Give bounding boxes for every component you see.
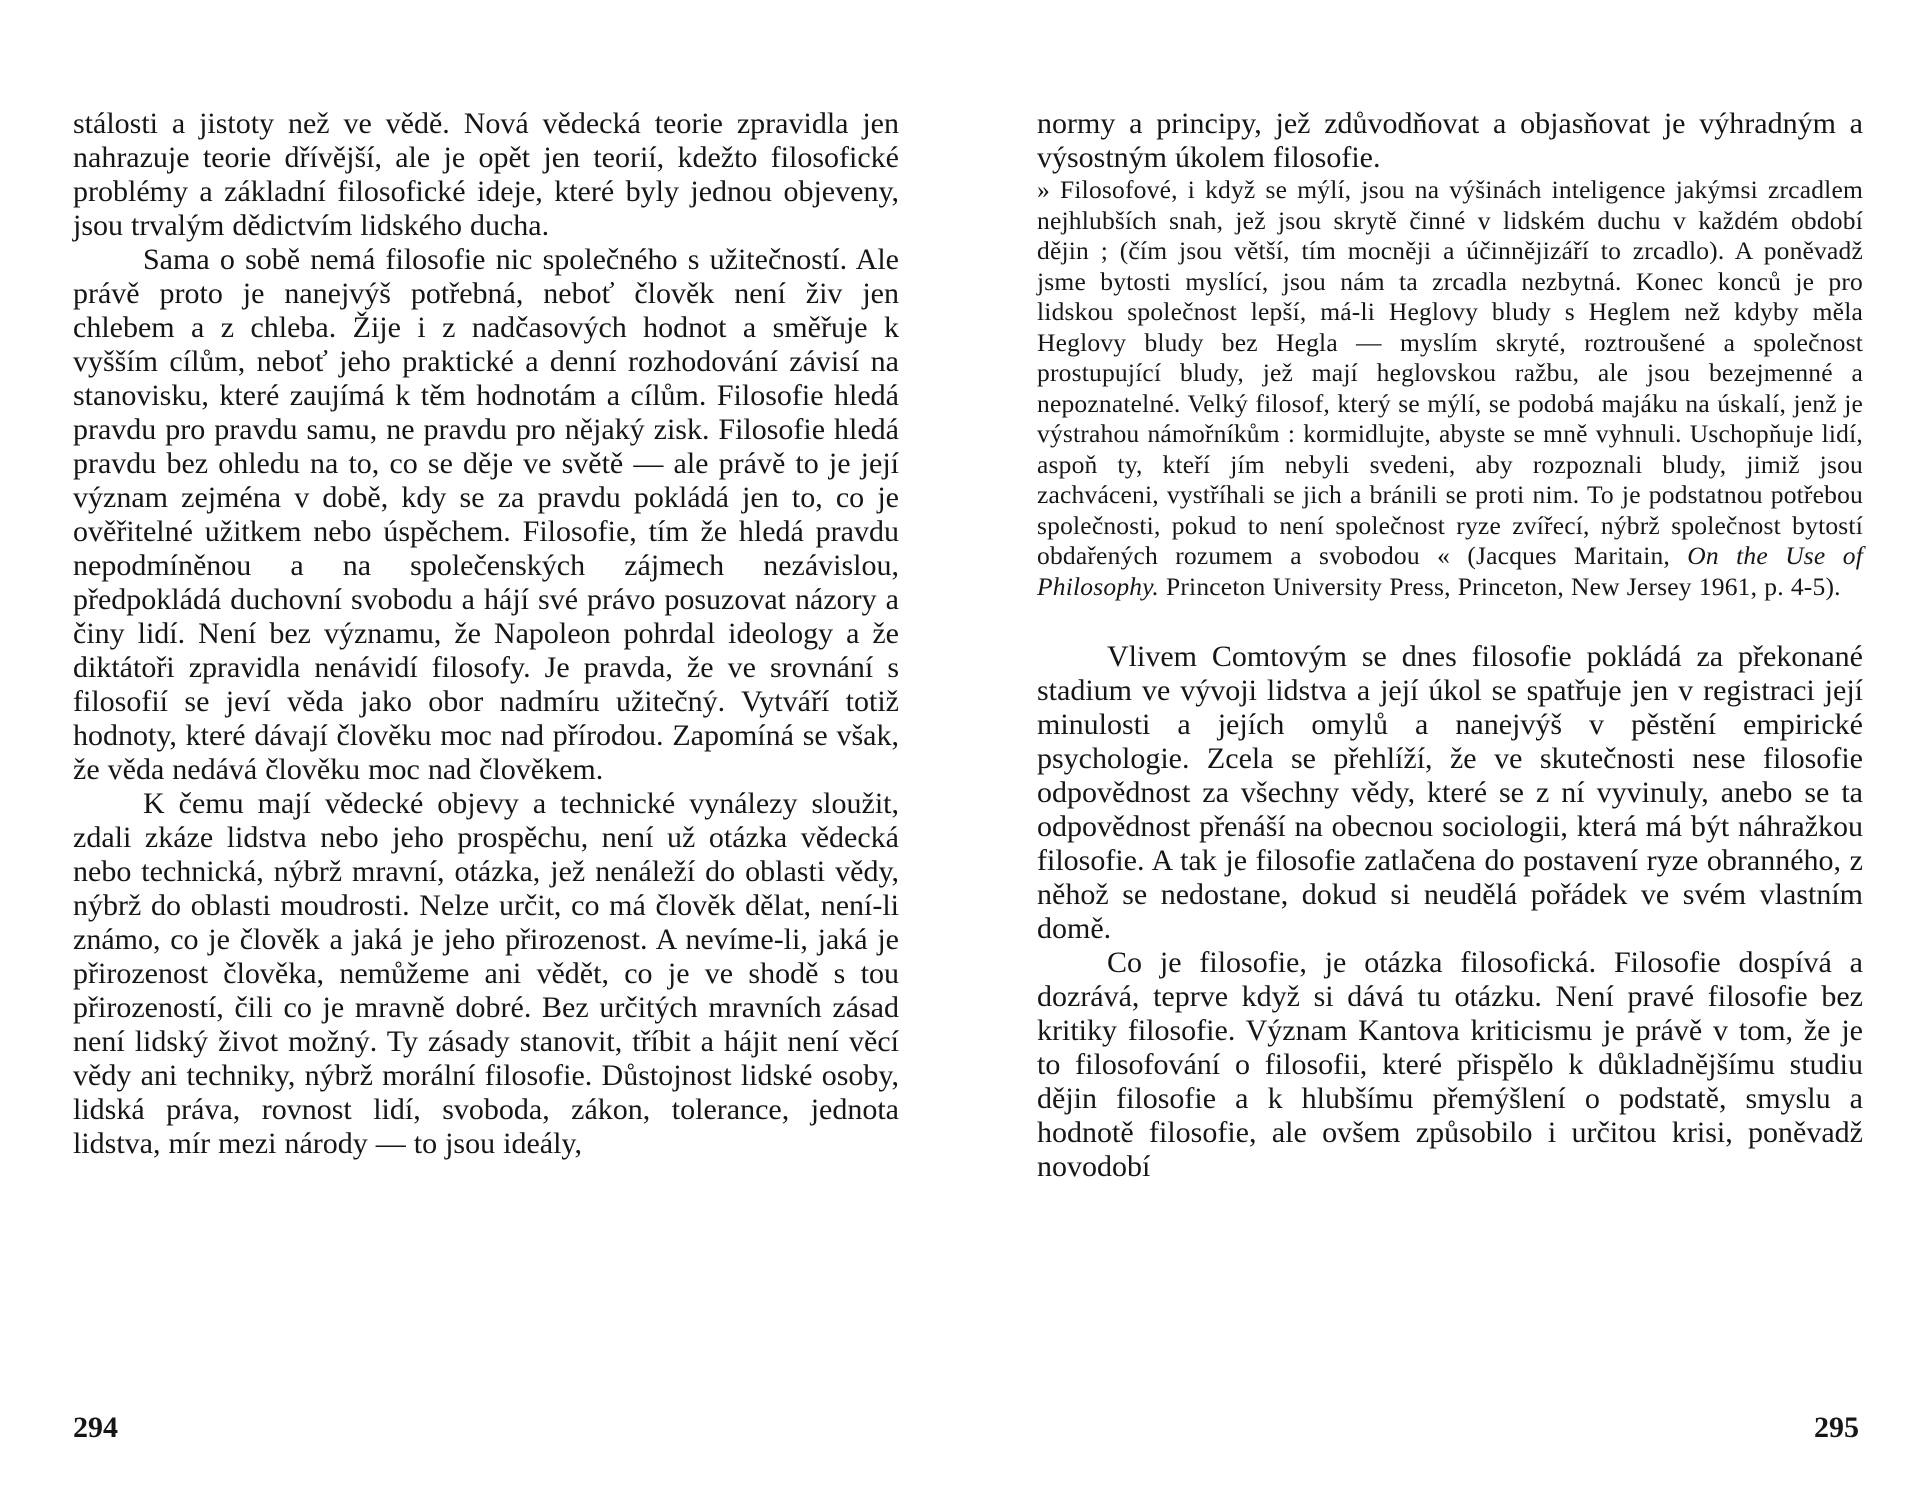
paragraph: stálosti a jistoty než ve vědě. Nová vědecká teorie zpravidla jen nahrazuje teorie dřívější, ale je opět jen teorií, kdežto filosofické problémy a základní filosofické ideje, které byly jednou objeveny, jsou trvalým dědictvím lidského ducha. [73, 107, 899, 242]
paragraph: Co je filosofie, je otázka filosofická. Filosofie dospívá a dozrává, teprve když si dává tu otázku. Není pravé filosofie bez kritiky filosofie. Význam Kantova kriticismu je právě v tom, že je to filosofování o filosofii, které přispělo k důkladnějšímu studiu dějin filosofie a k hlubšímu přemýšlení o podstatě, smyslu a hodnotě filosofie, ale ovšem způsobilo i určitou krisi, poněvadž novodobí [1037, 946, 1863, 1183]
block-quote [1037, 175, 1863, 602]
section-gap [1037, 602, 1863, 640]
right-page [959, 0, 1918, 1500]
right-page-body [1037, 107, 1863, 1184]
paragraph: normy a principy, jež zdůvodňovat a objasňovat je výhradným a výsostným úkolem filosofie. [1037, 107, 1863, 174]
quote-book-title: On the Use of Philosophy. [1037, 541, 1863, 601]
paragraph: Vlivem Comtovým se dnes filosofie pokládá za překonané stadium ve vývoji lidstva a její úkol se spatřuje jen v registraci její minulosti a jejích omylů a nanejvýš v pěstění empirické psychologie. Zcela se přehlíží, že ve skutečnosti nese filosofie odpovědnost za všechny vědy, které se z ní vyvinuly, anebo se ta odpovědnost přenáší na obecnou sociologii, která má být náhražkou filosofie. A tak je filosofie zatlačena do postavení ryze obranného, z něhož se nedostane, dokud si neudělá pořádek ve svém vlastním domě. [1037, 640, 1863, 945]
paragraph: K čemu mají vědecké objevy a technické vynálezy sloužit, zdali zkáze lidstva nebo jeho prospěchu, není už otázka vědecká nebo technická, nýbrž mravní, otázka, jež nenáleží do oblasti vědy, nýbrž do oblasti moudrosti. Nelze určit, co má člověk dělat, není-li známo, co je člověk a jaká je jeho přirozenost. A nevíme-li, jaká je přirozenost člověka, nemůžeme ani vědět, co je ve shodě s tou přirozeností, čili co je mravně dobré. Bez určitých mravních zásad není lidský život možný. Ty zásady stanovit, tříbit a hájit není věcí vědy ani techniky, nýbrž morální filosofie. Důstojnost lidské osoby, lidská práva, rovnost lidí, svoboda, zákon, tolerance, jednota lidstva, mír mezi národy — to jsou ideály, [73, 787, 899, 1160]
page-number: 294 [73, 1411, 118, 1444]
quote-source: Princeton University Press, Princeton, New Jersey 1961, p. 4-5). [1158, 571, 1841, 601]
page-number: 295 [1814, 1411, 1859, 1444]
left-page-body [73, 107, 899, 1161]
paragraph: Sama o sobě nemá filosofie nic společného s užitečností. Ale právě proto je nanejvýš potřebná, neboť člověk není živ jen chlebem a z chleba. Žije i z nadčasových hodnot a směřuje k vyšším cílům, neboť jeho praktické a denní rozhodování závisí na stanovisku, které zaujímá k těm hodnotám a cílům. Filosofie hledá pravdu pro pravdu samu, ne pravdu pro nějaký zisk. Filosofie hledá pravdu bez ohledu na to, co se děje ve světě — ale právě to je její význam zejména v době, kdy se za pravdu pokládá jen to, co je ověřitelné užitkem nebo úspěchem. Filosofie, tím že hledá pravdu nepodmíněnou a na společenských zájmech nezávislou, předpokládá duchovní svobodu a hájí své právo posuzovat názory a činy lidí. Není bez významu, že Napoleon pohrdal ideology a že diktátoři zpravidla nenávidí filosofy. Je pravda, že ve srovnání s filosofií se jeví věda jako obor nadmíru užitečný. Vytváří totiž hodnoty, které dávají člověku moc nad přírodou. Zapomíná se však, že věda nedává člověku moc nad člověkem. [73, 243, 899, 786]
quote-text: » Filosofové, i když se mýlí, jsou na výšinách inteligence jakýmsi zrcadlem nejhlubších snah, jež jsou skrytě činné v lidském duchu v každém období dějin ; (čím jsou větší, tím mocněji a účinnějizáří to zrcadlo). A poněvadž jsme bytosti myslící, jsou nám ta zrcadla nezbytná. Konec konců je pro lidskou společnost lepší, má-li Heglovy bludy s Heglem než kdyby měla Heglovy bludy bez Hegla — myslím skryté, roztroušené a společnost prostupující bludy, jež mají heglovskou ražbu, ale jsou bezejmenné a nepoznatelné. Velký filosof, který se mýlí, se podobá majáku na úskalí, jenž je výstrahou námořníkům : kormidlujte, abyste se mně vyhnuli. Uschopňuje lidí, aspoň ty, kteří jím nebyli svedeni, aby rozpoznali bludy, jimiž jsou zachváceni, vystříhali se jich a bránili se proti nim. To je podstatnou potřebou společnosti, pokud to není společnost ryze zvířecí, nýbrž společnost bytostí obdařených rozumem a svobodou « (Jacques Maritain, [1037, 175, 1863, 570]
